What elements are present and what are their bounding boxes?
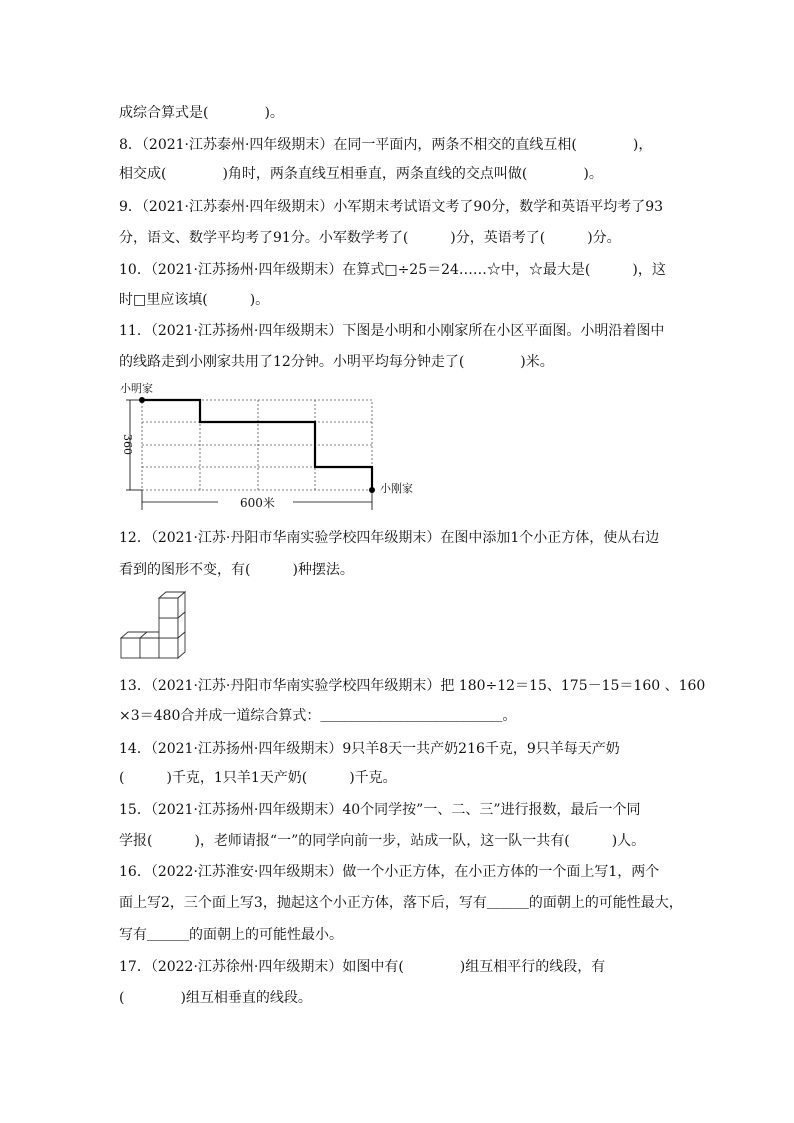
text-line: 分，语文、数学平均考了91分。小军数学考了( )分，英语考了( )分。 [119, 230, 621, 246]
text-line: 时□里应该填( )。 [119, 292, 270, 308]
question-17: 17．（2022·江苏徐州·四年级期末）如图中有( )组互相平行的线段，有 [119, 959, 606, 975]
question-12: 12．（2021·江苏·丹阳市华南实验学校四年级期末）在图中添加1个小正方体，使从右边 [119, 530, 660, 546]
question-10: 10．（2021·江苏扬州·四年级期末）在算式□÷25＝24……☆中，☆最大是( )，这 [119, 262, 666, 278]
end-label: 小刚家 [380, 482, 413, 495]
text-line: 看到的图形不变，有( )种摆法。 [119, 562, 354, 578]
grid [142, 400, 372, 490]
start-label: 小明家 [120, 382, 153, 395]
question-13: 13．（2021·江苏·丹阳市华南实验学校四年级期末）把 180÷12＝15、175－15＝160 、160 [119, 678, 706, 694]
text-line: ( )千克，1只羊1天产奶( )千克。 [119, 770, 397, 786]
question-11: 11．（2021·江苏扬州·四年级期末）下图是小明和小刚家所在小区平面图。小明沿着图中 [119, 323, 665, 339]
cube-stack-figure [118, 588, 193, 664]
text-line: ( )组互相垂直的线段。 [119, 990, 312, 1006]
text-line: 的线路走到小刚家共用了12分钟。小明平均每分钟走了( )米。 [119, 354, 554, 370]
text-line: 学报( )，老师请报“一”的同学向前一步，站成一队，这一队一共有( )人。 [119, 833, 646, 849]
question-15: 15．（2021·江苏扬州·四年级期末）40个同学按”一、二、三”进行报数，最后一个同 [119, 802, 641, 818]
text-line: 相交成( )角时，两条直线互相垂直，两条直线的交点叫做( )。 [119, 166, 603, 182]
question-9: 9．（2021·江苏泰州·四年级期末）小军期末考试语文考了90分，数学和英语平均考了93 [119, 199, 664, 215]
text-line: 写有＿＿＿的面朝上的可能性最小。 [119, 927, 343, 943]
question-14: 14．（2021·江苏扬州·四年级期末）9只羊8天一共产奶216千克，9只羊每天产奶 [119, 741, 620, 757]
question-8: 8．（2021·江苏泰州·四年级期末）在同一平面内，两条不相交的直线互相( )， [119, 137, 653, 153]
text-line: 面上写2，三个面上写3，抛起这个小正方体，落下后，写有＿＿＿的面朝上的可能性最大， [119, 895, 683, 911]
route-path [142, 400, 372, 490]
height-label: 360 [121, 434, 134, 455]
text-line: ×3＝480合并成一道综合算式：＿＿＿＿＿＿＿＿＿＿＿＿＿。 [119, 708, 517, 724]
question-16: 16．（2022·江苏淮安·四年级期末）做一个小正方体，在小正方体的一个面上写1，两个 [119, 864, 660, 880]
text-line: 成综合算式是( )。 [119, 105, 284, 121]
route-map-figure [118, 378, 438, 518]
width-label: 600米 [240, 496, 275, 510]
